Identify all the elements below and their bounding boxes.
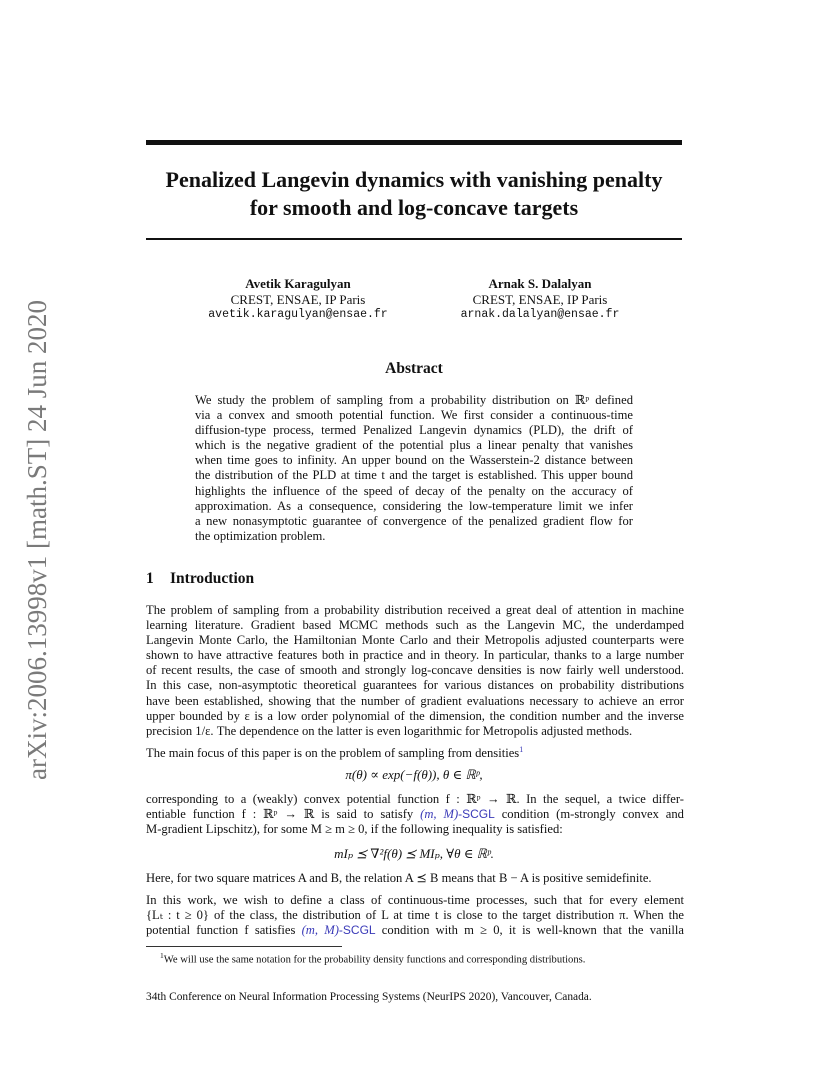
abstract-line: the optimization problem. (195, 528, 326, 543)
title-top-rule (146, 140, 682, 145)
abstract-line: via a convex and smooth potential function. We first consider a continuous-time (195, 408, 633, 423)
scgl-link[interactable]: (m, M) (420, 807, 459, 822)
paragraph-line: M-gradient Lipschitz), for some M ≥ m ≥ 0, if the following inequality is satisfied: (146, 822, 563, 837)
paragraph-line: In this case, non-asymptotic theoretical guarantees for various distances on probability distributions (146, 678, 684, 693)
author-name: Avetik Karagulyan (245, 276, 351, 291)
paragraph-line: shown to have attractive features both in practice and in theory. In particular, thanks to a large number (146, 648, 684, 663)
arxiv-stamp-svg (8, 275, 58, 785)
intro-paragraph-4 (146, 871, 684, 886)
paragraph-line: learning literature. Gradient based MCMC methods such as the Langevin MC, the underdamped (146, 618, 684, 633)
author-email[interactable]: avetik.karagulyan@ensae.fr (208, 308, 388, 321)
abstract-line: diffusion-type process, termed Penalized Langevin dynamics (PLD), the drift of (195, 423, 633, 438)
paragraph-line: {Lₜ : t ≥ 0} of the class, the distribution of L at time t is close to the target distribution π. When the (146, 908, 684, 923)
paper-title (120, 166, 708, 222)
footnote-rule (146, 946, 342, 947)
section-number: 1 (146, 570, 154, 587)
paragraph-line: Here, for two square matrices A and B, the relation A ⪯ B means that B − A is positive semidefinite. (146, 871, 652, 885)
footnote (160, 951, 585, 966)
paragraph-text: entiable function f : ℝᵖ → ℝ is said to satisfy (146, 807, 421, 822)
paragraph-line: have been established, showing that the number of gradient evaluations necessary to achieve an error (146, 693, 684, 708)
footnote-marker[interactable]: 1 (519, 745, 524, 754)
paragraph-line: upper bounded by ε is a low order polynomial of the dimension, the condition number and the inverse (146, 708, 684, 723)
paragraph-line (146, 807, 684, 822)
scgl-link-label[interactable]: -SCGL (338, 923, 376, 938)
intro-paragraph-2 (146, 742, 684, 761)
abstract-line: which is the negative gradient of the potential plus a linear penalty that vanishes (195, 438, 633, 453)
abstract-line: We study the problem of sampling from a probability distribution on ℝᵖ defined (195, 393, 633, 407)
equation-text: mIₚ ⪯ ∇²f(θ) ⪯ MIₚ, ∀θ ∈ ℝᵖ. (334, 846, 494, 861)
abstract-body (195, 393, 633, 544)
equation-target-density (0, 767, 828, 783)
intro-paragraph-5 (146, 893, 684, 938)
abstract-line: the distribution of the PLD at time t and the target is established. This upper bound (195, 468, 633, 483)
paragraph-line: The problem of sampling from a probability distribution received a great deal of attention in machine (146, 603, 684, 617)
paragraph-line (146, 923, 684, 938)
abstract-heading: Abstract (385, 360, 443, 377)
scgl-link[interactable]: (m, M) (301, 923, 339, 938)
title-line-2: for smooth and log-concave targets (249, 195, 579, 220)
paragraph-line (146, 742, 684, 761)
paragraph-line: of recent results, the case of smooth and strongly log-concave densities is now fairly well understood. (146, 663, 684, 678)
paragraph-text: condition (m-strongly convex and (494, 807, 684, 822)
paragraph-text: condition with m ≥ 0, it is well-known that the vanilla (375, 923, 684, 938)
scgl-link-label[interactable]: -SCGL (458, 807, 495, 822)
abstract-line: a new nonasymptotic guarantee of convergence of the penalized gradient flow for (195, 513, 633, 528)
arxiv-stamp (8, 275, 58, 785)
paragraph-text: potential function f satisfies (146, 923, 302, 938)
paragraph-line: corresponding to a (weakly) convex potential function f : ℝᵖ → ℝ. In the sequel, a twice differ- (146, 792, 684, 806)
conference-note: 34th Conference on Neural Information Processing Systems (NeurIPS 2020), Vancouver, Canada. (146, 991, 592, 1003)
abstract-line: when time goes to infinity. An upper bound on the Wasserstein-2 distance between (195, 453, 633, 468)
paragraph-line: In this work, we wish to define a class of continuous-time processes, such that for every element (146, 893, 684, 907)
paragraph-line: Langevin Monte Carlo, the Hamiltonian Monte Carlo and their Metropolis adjusted counterparts were (146, 633, 684, 648)
author-block-1 (188, 276, 408, 323)
title-bottom-rule (146, 238, 682, 240)
author-affiliation: CREST, ENSAE, IP Paris (472, 291, 608, 307)
abstract-line: approximation. As a consequence, considering the low-temperature limit we infer (195, 498, 633, 513)
intro-paragraph-1 (146, 603, 684, 739)
footnote-text: We will use the same notation for the probability density functions and corresponding distributions. (163, 954, 586, 966)
abstract-line: highlights the influence of the speed of decay of the penalty on the accuracy of (195, 483, 633, 498)
author-affiliation: CREST, ENSAE, IP Paris (230, 291, 366, 307)
footnote-number: 1 (160, 951, 164, 960)
equation-scgl (0, 846, 828, 862)
title-line-1: Penalized Langevin dynamics with vanishing penalty (165, 167, 663, 192)
author-email[interactable]: arnak.dalalyan@ensae.fr (460, 308, 620, 321)
intro-paragraph-3 (146, 792, 684, 837)
author-block-2 (430, 276, 650, 323)
arxiv-stamp-text: arXiv:2006.13998v1 [math.ST] 24 Jun 2020 (22, 300, 52, 780)
section-title: Introduction (170, 570, 255, 587)
author-name: Arnak S. Dalalyan (488, 276, 592, 291)
section-heading (146, 570, 254, 588)
equation-text: π(θ) ∝ exp(−f(θ)), θ ∈ ℝᵖ, (345, 767, 483, 782)
paragraph-line: precision 1/ε. The dependence on the latter is even logarithmic for Metropolis adjusted methods. (146, 723, 633, 738)
paragraph-text: The main focus of this paper is on the problem of sampling from densities (146, 746, 520, 761)
